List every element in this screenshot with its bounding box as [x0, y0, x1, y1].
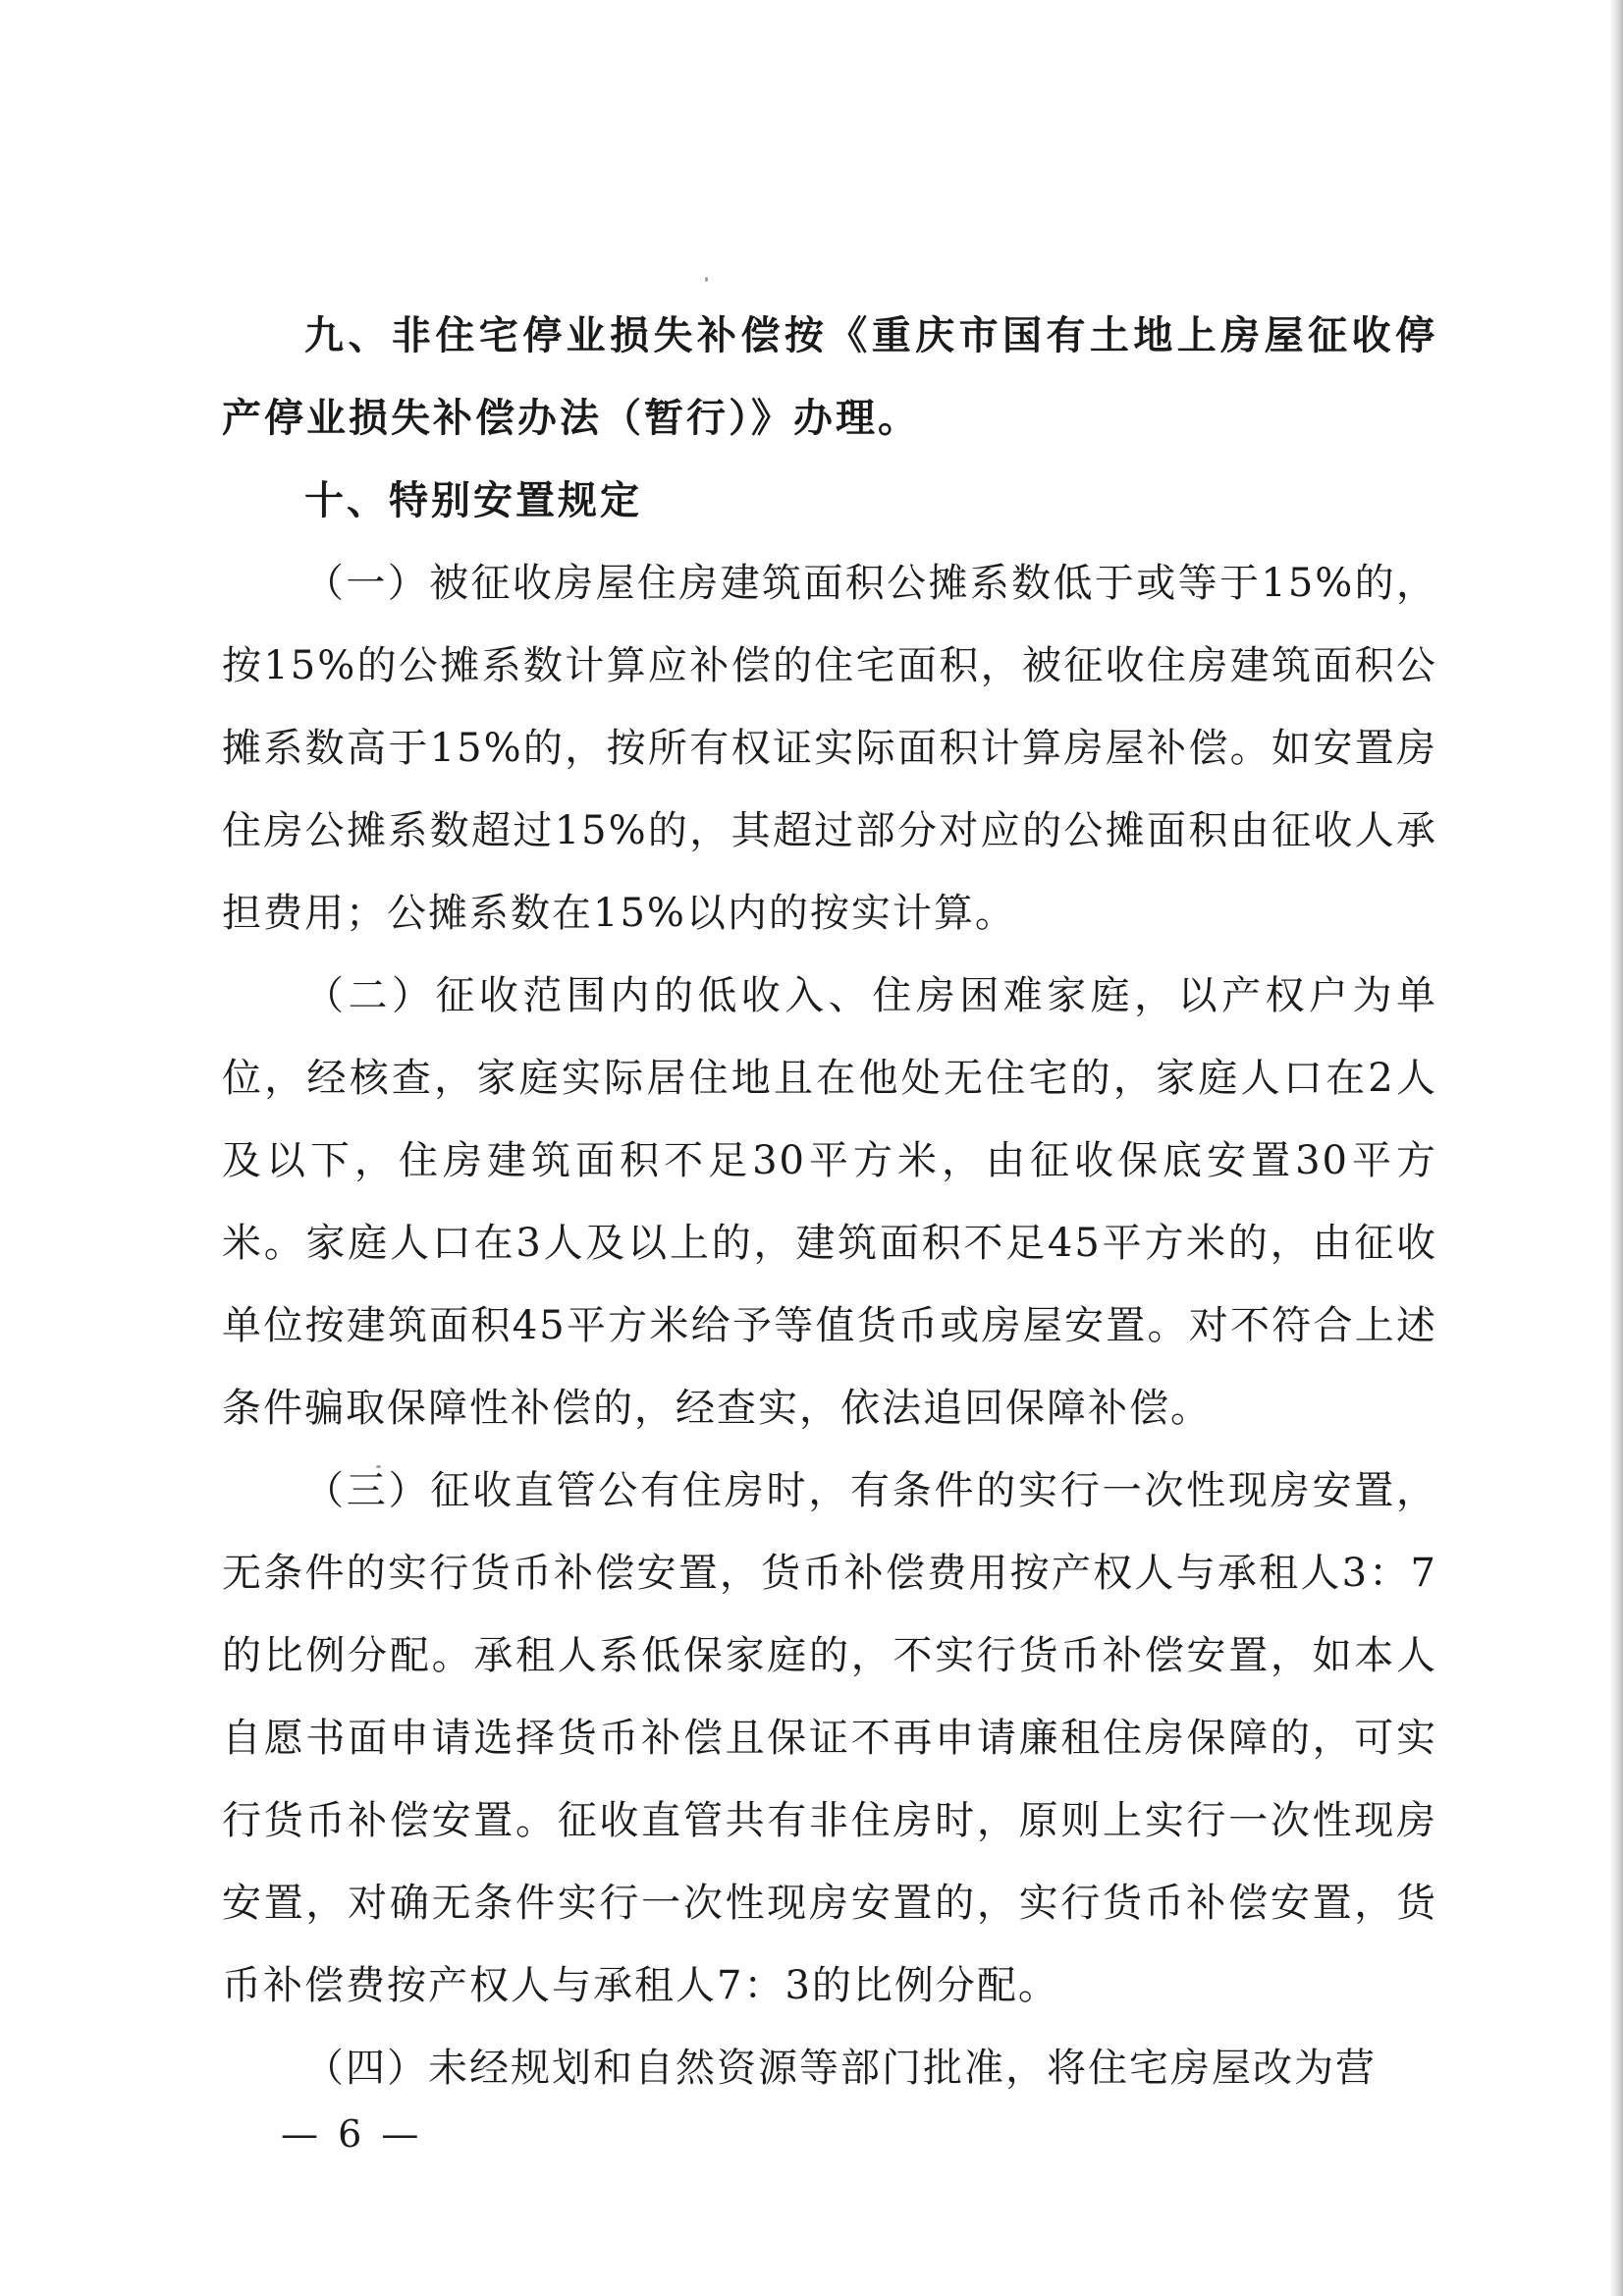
scan-page-edge — [1609, 0, 1623, 2296]
special-rule-3-paragraph: （三）征收直管公有住房时，有条件的实行一次性现房安置，无条件的实行货币补偿安置，货币补偿费用按产权人与承租人3：7的比例分配。承租人系低保家庭的，不实行货币补偿安置，如本人自愿书面申请选择货币补偿且保证不再申请廉租住房保障的，可实行货币补偿安置。征收直管共有非住房时，原则上实行一次性现房安置，对确无条件实行一次性现房安置的，实行货币补偿安置，货币补偿费按产权人与承租人7：3的比例分配。 — [222, 1468, 1437, 2008]
section-nine-paragraph: 九、非住宅停业损失补偿按《重庆市国有土地上房屋征收停产停业损失补偿办法（暂行）》办理。 — [222, 313, 1437, 441]
special-rule-1-paragraph: （一）被征收房屋住房建筑面积公摊系数低于或等于15%的，按15%的公摊系数计算应补偿的住宅面积，被征收住房建筑面积公摊系数高于15%的，按所有权证实际面积计算房屋补偿。如安置房住房公摊系数超过15%的，其超过部分对应的公摊面积由征收人承担费用；公摊系数在15%以内的按实计算。 — [222, 561, 1437, 936]
page-number: — 6 — — [281, 2112, 423, 2156]
scan-speck — [705, 277, 708, 282]
document-body — [222, 295, 1437, 2109]
special-rule-4-paragraph: （四）未经规划和自然资源等部门批准，将住宅房屋改为营 — [304, 2046, 1377, 2091]
section-ten-heading: 十、特别安置规定 — [304, 478, 642, 523]
special-rule-2-paragraph: （二）征收范围内的低收入、住房困难家庭，以产权户为单位，经核查，家庭实际居住地且在他处无住宅的，家庭人口在2人及以下，住房建筑面积不足30平方米，由征收保底安置30平方米。家庭人口在3人及以上的，建筑面积不足45平方米的，由征收单位按建筑面积45平方米给予等值货币或房屋安置。对不符合上述条件骗取保障性补偿的，经查实，依法追回保障补偿。 — [222, 973, 1437, 1431]
